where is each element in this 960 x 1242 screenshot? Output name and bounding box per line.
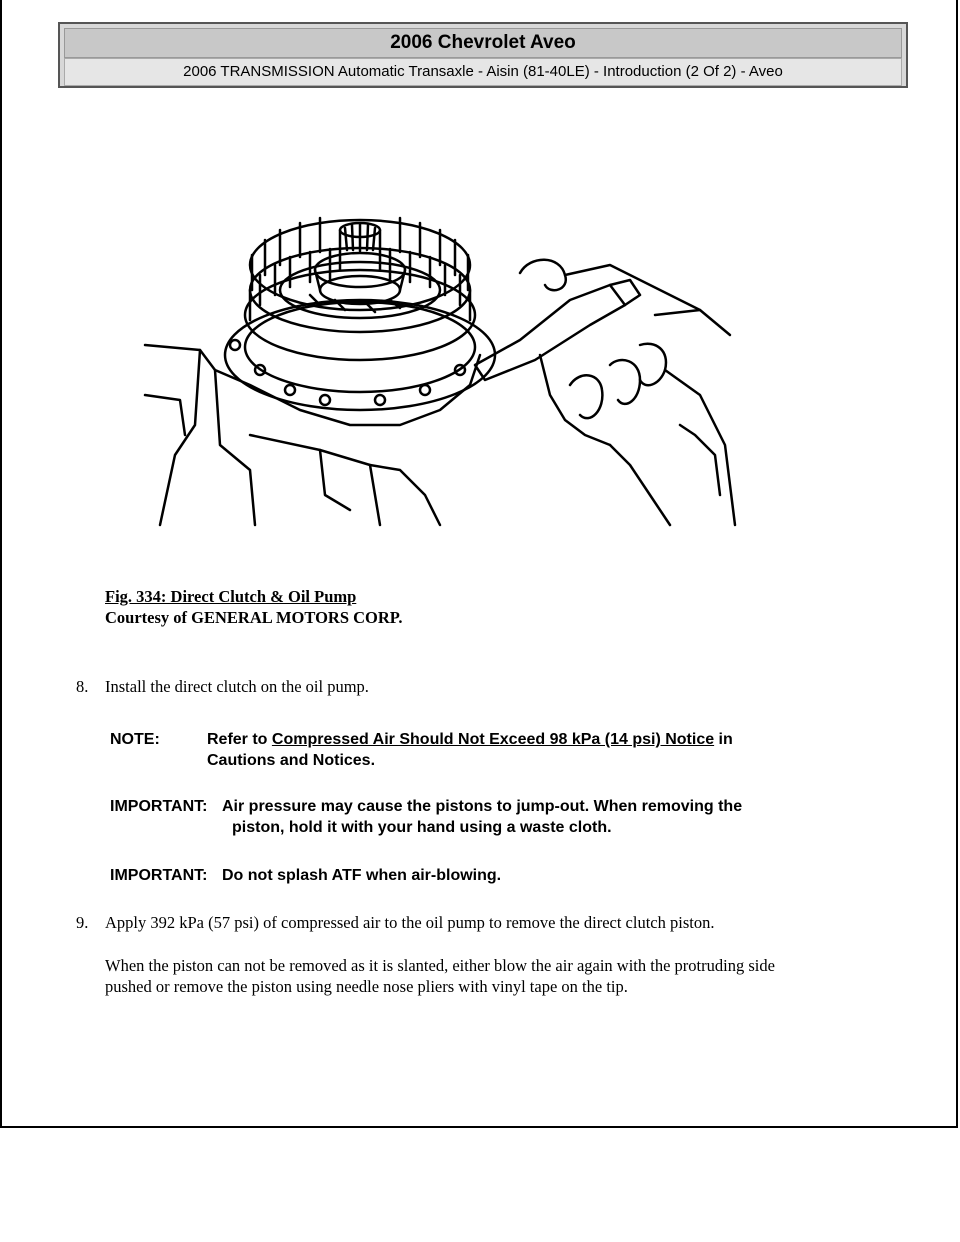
important-1-line2: piston, hold it with your hand using a waste cloth.: [232, 819, 612, 836]
note-prefix: Refer to: [207, 731, 272, 748]
step-9-text: Apply 392 kPa (57 psi) of compressed air to the oil pump to remove the direct clutch piston.: [105, 913, 715, 932]
document-subtitle: 2006 TRANSMISSION Automatic Transaxle - Aisin (81-40LE) - Introduction (2 Of 2) - Aveo: [64, 58, 902, 86]
important-1-text: [222, 796, 862, 838]
direct-clutch-illustration: [140, 195, 740, 535]
figure-credit: Courtesy of GENERAL MOTORS CORP.: [105, 608, 403, 627]
note-suffix: in: [714, 731, 733, 748]
note-block: [110, 729, 870, 771]
important-2-label: IMPORTANT:: [110, 867, 208, 884]
important-1-label: IMPORTANT:: [110, 798, 208, 815]
document-title: 2006 Chevrolet Aveo: [64, 28, 902, 58]
note-line2: Cautions and Notices.: [207, 752, 376, 769]
figure-title-link[interactable]: Fig. 334: Direct Clutch & Oil Pump: [105, 587, 357, 606]
step-8-text: Install the direct clutch on the oil pump.: [105, 677, 369, 696]
note-text: [207, 729, 867, 771]
note-label: NOTE:: [110, 731, 160, 748]
document-header: [58, 22, 908, 88]
step-9-number: 9.: [76, 913, 89, 932]
step-9-detail-line2: pushed or remove the piston using needle nose pliers with vinyl tape on the tip.: [105, 977, 628, 996]
compressed-air-notice-link[interactable]: Compressed Air Should Not Exceed 98 kPa (14 psi) Notice: [271, 731, 715, 748]
step-8-number: 8.: [76, 677, 89, 696]
important-block-2: [110, 865, 870, 886]
step-8: [76, 676, 369, 697]
step-9-detail: [105, 955, 865, 997]
important-1-line1: Air pressure may cause the pistons to jump-out. When removing the: [222, 798, 743, 815]
figure-caption: [105, 586, 402, 628]
step-9-detail-line1: When the piston can not be removed as it is slanted, either blow the air again with the protruding side: [105, 956, 775, 975]
important-2-text: Do not splash ATF when air-blowing.: [222, 867, 502, 884]
important-block-1: [110, 796, 870, 838]
step-9: [76, 912, 714, 933]
